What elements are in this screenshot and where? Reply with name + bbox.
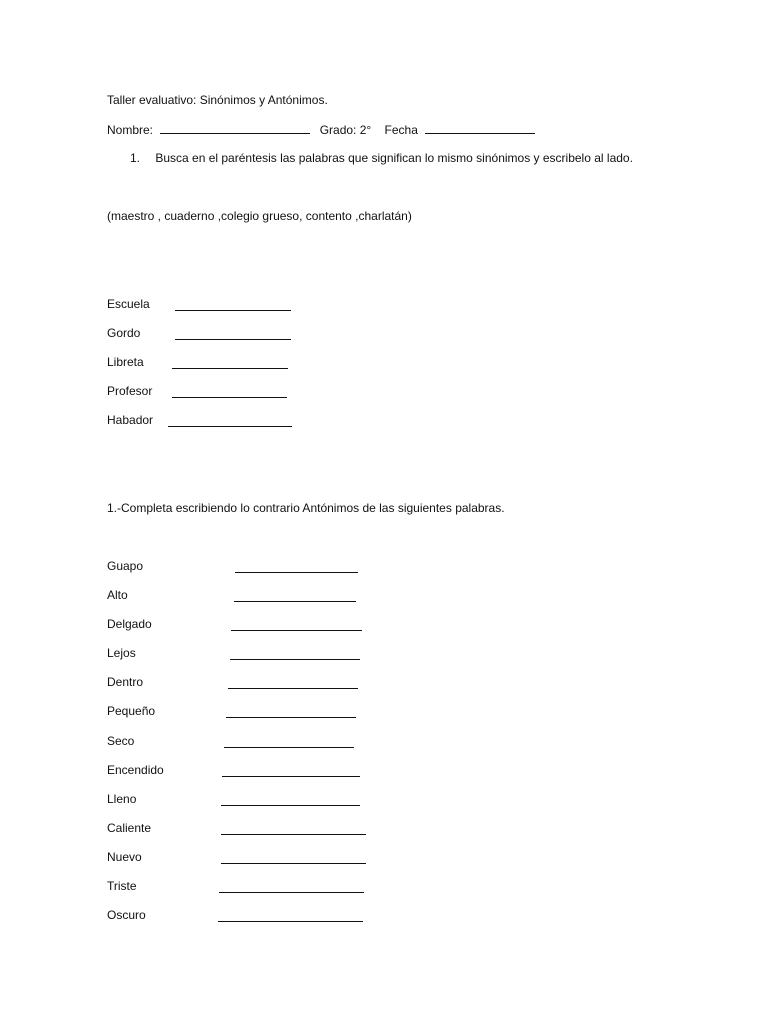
antonym-row bbox=[107, 558, 143, 574]
antonym-row bbox=[107, 733, 134, 749]
antonym-answer-blank bbox=[230, 647, 360, 660]
student-info-row bbox=[107, 121, 535, 138]
antonym-answer-blank bbox=[221, 793, 360, 806]
synonym-word: Profesor bbox=[107, 384, 153, 398]
antonym-answer-blank bbox=[221, 822, 366, 835]
antonym-word: Encendido bbox=[107, 763, 164, 777]
synonym-options: (maestro , cuaderno ,colegio grueso, contento ,charlatán) bbox=[107, 209, 412, 223]
antonym-answer-blank bbox=[228, 676, 358, 689]
antonym-row bbox=[107, 674, 143, 690]
nombre-blank bbox=[160, 121, 310, 134]
synonym-row bbox=[107, 296, 150, 312]
antonym-row bbox=[107, 703, 155, 719]
antonym-answer-blank bbox=[219, 880, 364, 893]
synonym-answer-blank bbox=[172, 385, 287, 398]
antonym-answer-blank bbox=[235, 560, 358, 573]
synonym-row bbox=[107, 383, 152, 399]
synonym-row bbox=[107, 325, 140, 341]
fecha-blank bbox=[425, 121, 535, 134]
synonym-answer-blank bbox=[175, 327, 291, 340]
synonym-row bbox=[107, 412, 153, 428]
antonym-answer-blank bbox=[224, 735, 354, 748]
synonym-word: Gordo bbox=[107, 326, 141, 340]
worksheet-title: Taller evaluativo: Sinónimos y Antónimos. bbox=[107, 93, 328, 107]
synonym-answer-blank bbox=[168, 414, 292, 427]
antonym-word: Caliente bbox=[107, 821, 152, 835]
instruction-text: Busca en el paréntesis las palabras que significan lo mismo sinónimos y escribelo al lado. bbox=[155, 151, 633, 165]
antonym-word: Oscuro bbox=[107, 908, 146, 922]
antonym-word: Alto bbox=[107, 588, 128, 602]
fecha-label: Fecha bbox=[384, 123, 418, 137]
grado-label: Grado: 2° bbox=[319, 123, 372, 137]
antonym-answer-blank bbox=[231, 618, 362, 631]
instruction-number: 1. bbox=[130, 151, 141, 165]
antonym-answer-blank bbox=[234, 589, 356, 602]
antonym-answer-blank bbox=[218, 909, 363, 922]
antonym-answer-blank bbox=[221, 851, 366, 864]
antonym-word: Lejos bbox=[107, 646, 136, 660]
synonym-row bbox=[107, 354, 144, 370]
antonym-word: Nuevo bbox=[107, 850, 142, 864]
antonym-word: Dentro bbox=[107, 675, 144, 689]
synonym-word: Libreta bbox=[107, 355, 144, 369]
antonym-row bbox=[107, 791, 136, 807]
antonym-row bbox=[107, 645, 136, 661]
synonym-word: Habador bbox=[107, 413, 154, 427]
antonym-row bbox=[107, 878, 137, 894]
antonyms-instruction: 1.-Completa escribiendo lo contrario Antónimos de las siguientes palabras. bbox=[107, 501, 505, 515]
antonym-row bbox=[107, 820, 151, 836]
antonym-answer-blank bbox=[226, 705, 356, 718]
antonym-answer-blank bbox=[222, 764, 360, 777]
antonym-word: Triste bbox=[107, 879, 137, 893]
antonym-row bbox=[107, 587, 128, 603]
nombre-label: Nombre: bbox=[107, 123, 154, 137]
antonym-row bbox=[107, 616, 152, 632]
antonym-word: Seco bbox=[107, 734, 135, 748]
antonym-row bbox=[107, 849, 142, 865]
antonym-word: Delgado bbox=[107, 617, 152, 631]
antonym-word: Guapo bbox=[107, 559, 144, 573]
antonym-word: Lleno bbox=[107, 792, 137, 806]
synonyms-instruction bbox=[130, 150, 633, 166]
synonym-answer-blank bbox=[175, 298, 291, 311]
synonym-answer-blank bbox=[172, 356, 288, 369]
antonym-word: Pequeño bbox=[107, 704, 156, 718]
synonym-word: Escuela bbox=[107, 297, 150, 311]
antonym-row bbox=[107, 762, 164, 778]
antonym-row bbox=[107, 907, 146, 923]
